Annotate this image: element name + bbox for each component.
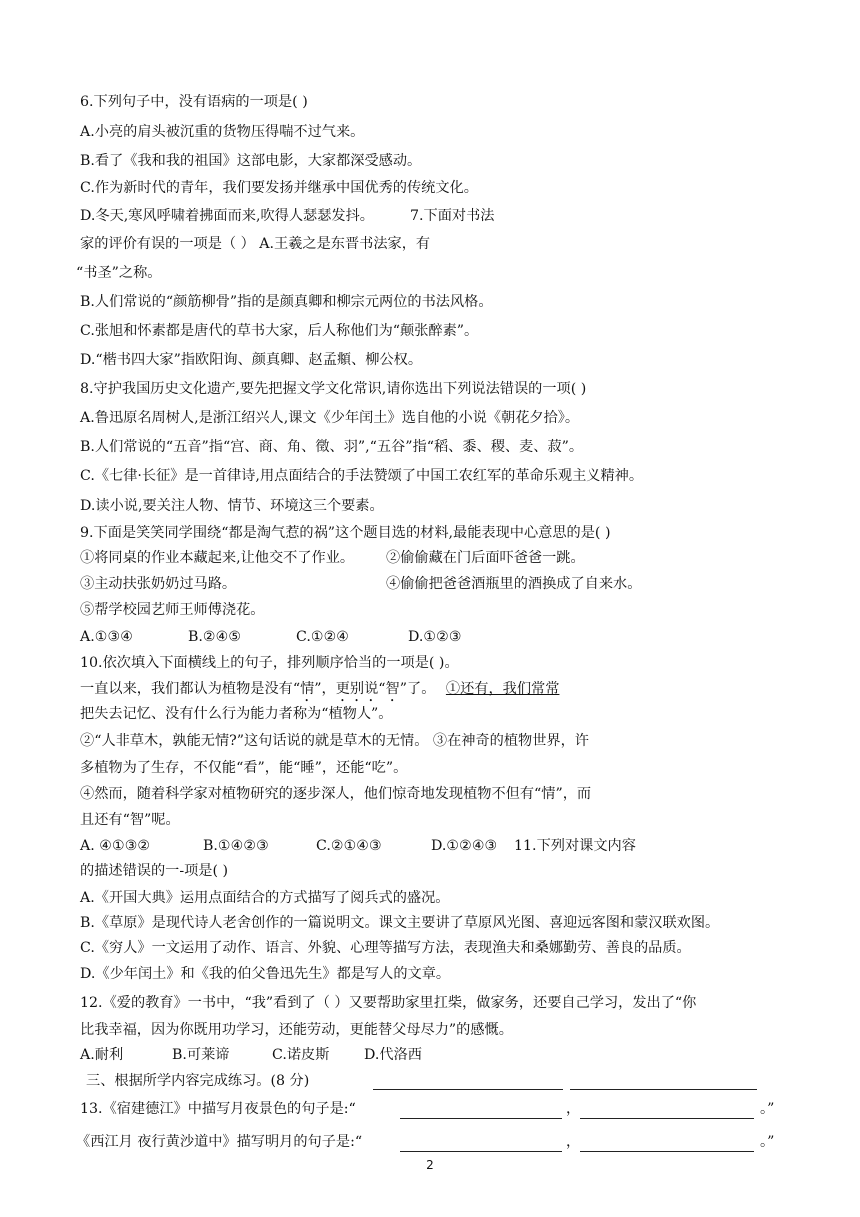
q10-option-b: B.①④②③: [203, 838, 269, 854]
q9-option-d: D.①②③: [408, 629, 462, 645]
q12-option-c: C.诺皮斯: [272, 1047, 330, 1063]
q13-comma-2: ，: [566, 1134, 581, 1150]
q8-option-d: D.读小说,要关注人物、情节、环境这三个要素。: [80, 498, 384, 514]
q10-passage-line-4: 多植物为了生存，不仅能“看”，能“睡”，还能“吃”。: [80, 760, 408, 776]
q9-stem: 9.下面是笑笑同学围绕“都是淘气惹的祸”这个题目选的材料,最能表现中心意思的是( ): [80, 525, 611, 541]
q9-material-1: ①将同桌的作业本藏起来,让他交不了作业。: [80, 550, 355, 566]
q6-option-c: C.作为新时代的青年，我们要发扬并继承中国优秀的传统文化。: [80, 180, 478, 196]
q7-option-d: D.“楷书四大家”指欧阳询、颜真卿、赵孟頫、柳公权。: [80, 352, 423, 368]
q10-passage-text-end: ”了。: [399, 681, 436, 697]
q10-stem: 10.依次填入下面横线上的句子，排列顺序恰当的一项是( )。: [80, 655, 459, 671]
q10-passage-line-5: ④然而，随着科学家对植物研究的逐步深人，他们惊奇地发现植物不但有“情”，而: [80, 786, 592, 802]
q9-option-b: B.②④⑤: [188, 629, 242, 645]
q6-option-a: A.小亮的肩头被沉重的货物压得喘不过气来。: [80, 124, 365, 140]
answer-blank[interactable]: [580, 1118, 754, 1119]
q7-stem-continued: 家的评价有误的一项是（ ） A.王羲之是东晋书法家，有: [80, 236, 431, 252]
q8-stem: 8.守护我国历史文化遗产,要先把握文学文化常识,请你选出下列说法错误的一项( ): [80, 381, 587, 397]
q6-stem: 6.下列句子中，没有语病的一项是( ): [80, 94, 308, 110]
q7-option-b: B.人们常说的“颜筋柳骨”指的是颜真卿和柳宗元两位的书法风格。: [80, 294, 493, 310]
q13-line-2: 《西江月 夜行黄沙道中》描写明月的句子是:“: [76, 1134, 363, 1150]
q12-option-d: D.代洛西: [364, 1047, 422, 1063]
q9-material-3: ③主动扶张奶奶过马路。: [80, 576, 237, 592]
q11-stem-continued: 的描述错误的一-项是( ): [80, 863, 229, 879]
q9-material-4: ④偷偷把爸爸酒瓶里的酒换成了自来水。: [386, 576, 642, 592]
q10-option-a: A. ④①③②: [80, 838, 151, 854]
q7-option-c: C.张旭和怀素都是唐代的草书大家，后人称他们为“颠张醉素”。: [80, 323, 479, 339]
q11-option-a: A.《开国大典》运用点面结合的方式描写了阅兵式的盛况。: [80, 890, 450, 906]
q10-passage-line-2: 把失去记忆、没有什么行为能力者称为“植物人”。: [80, 706, 393, 722]
q11-option-d: D.《少年闰土》和《我的伯父鲁迅先生》都是写人的文章。: [80, 966, 451, 982]
q9-material-2: ②偷偷藏在门后面吓爸爸一跳。: [386, 550, 585, 566]
q13-end-quote-2: 。”: [760, 1134, 775, 1150]
q12-stem-line-2: 比我幸福，因为你既用功学习，还能劳动，更能替父母尽力”的感慨。: [80, 1022, 513, 1038]
q11-option-c: C.《穷人》一文运用了动作、语言、外貌、心理等描写方法，表现渔夫和桑娜勤劳、善良的品质。: [80, 940, 691, 956]
q12-option-b: B.可莱谛: [172, 1047, 230, 1063]
answer-blank[interactable]: [570, 1089, 757, 1090]
q10-passage-line-3: ②“人非草木，孰能无情?”这句话说的就是草木的无情。 ③在神奇的植物世界，许: [80, 733, 589, 749]
answer-blank[interactable]: [400, 1118, 562, 1119]
q10-option-d: D.①②④③: [431, 838, 498, 854]
answer-blank[interactable]: [373, 1089, 563, 1090]
q9-option-a: A.①③④: [80, 629, 133, 645]
q8-option-a: A.鲁迅原名周树人,是浙江绍兴人,课文《少年闰土》选自他的小说《朝花夕拾》。: [80, 410, 580, 426]
q12-option-a: A.耐利: [80, 1047, 124, 1063]
q11-stem-start: 11.下列对课文内容: [514, 838, 636, 854]
answer-blank[interactable]: [400, 1151, 562, 1152]
q10-emphasis-qing: 情: [300, 681, 315, 697]
q13-end-quote: 。”: [760, 1101, 775, 1117]
q11-option-b: B.《草原》是现代诗人老舍创作的一篇说明文。课文主要讲了草原风光图、喜迎远客图和蒙汉联欢图。: [80, 915, 720, 931]
q8-option-b: B.人们常说的“五音”指“宫、商、角、徵、羽”,“五谷”指“稻、黍、稷、麦、菽”。: [80, 439, 584, 455]
q13-comma: ，: [566, 1101, 581, 1117]
answer-blank[interactable]: [580, 1151, 754, 1152]
q10-passage-line-6: 且还有“智”呢。: [80, 812, 180, 828]
q9-material-5: ⑤帮学校园艺师王师傅浇花。: [80, 602, 265, 618]
q7-option-a-end: “书圣”之称。: [76, 265, 162, 281]
q10-passage-text: 一直以来，我们都认为植物是没有“: [80, 681, 301, 697]
q10-blank-sentence-1: ①还有，我们常常: [445, 681, 560, 697]
q10-option-c: C.②①④③: [316, 838, 382, 854]
q12-stem-line-1: 12.《爱的教育》一书中，“我”看到了（ ）又要帮助家里扛柴，做家务，还要自己学习，发出了“你: [80, 995, 697, 1011]
q7-stem-start: 7.下面对书法: [410, 208, 495, 224]
q10-passage-line-1: [80, 679, 559, 705]
section-3-heading: 三、根据所学内容完成练习。(8 分): [86, 1073, 310, 1089]
q6-option-d: D.冬天,寒风呼啸着拂面而来,吹得人瑟瑟发抖。: [80, 208, 374, 224]
q13-line-1: 13.《宿建德江》中描写月夜景色的句子是:“: [80, 1101, 356, 1117]
q10-passage-text-mid: ”，更别说“: [314, 681, 386, 697]
page-number: 2: [426, 1158, 434, 1172]
q6-option-b: B.看了《我和我的祖国》这部电影，大家都深受感动。: [80, 153, 422, 169]
q10-emphasis-zhi: 智: [385, 681, 400, 697]
q8-option-c: C.《七律·长征》是一首律诗,用点面结合的手法赞颂了中国工农红军的革命乐观主义精神。: [80, 468, 644, 484]
q9-option-c: C.①②④: [296, 629, 350, 645]
